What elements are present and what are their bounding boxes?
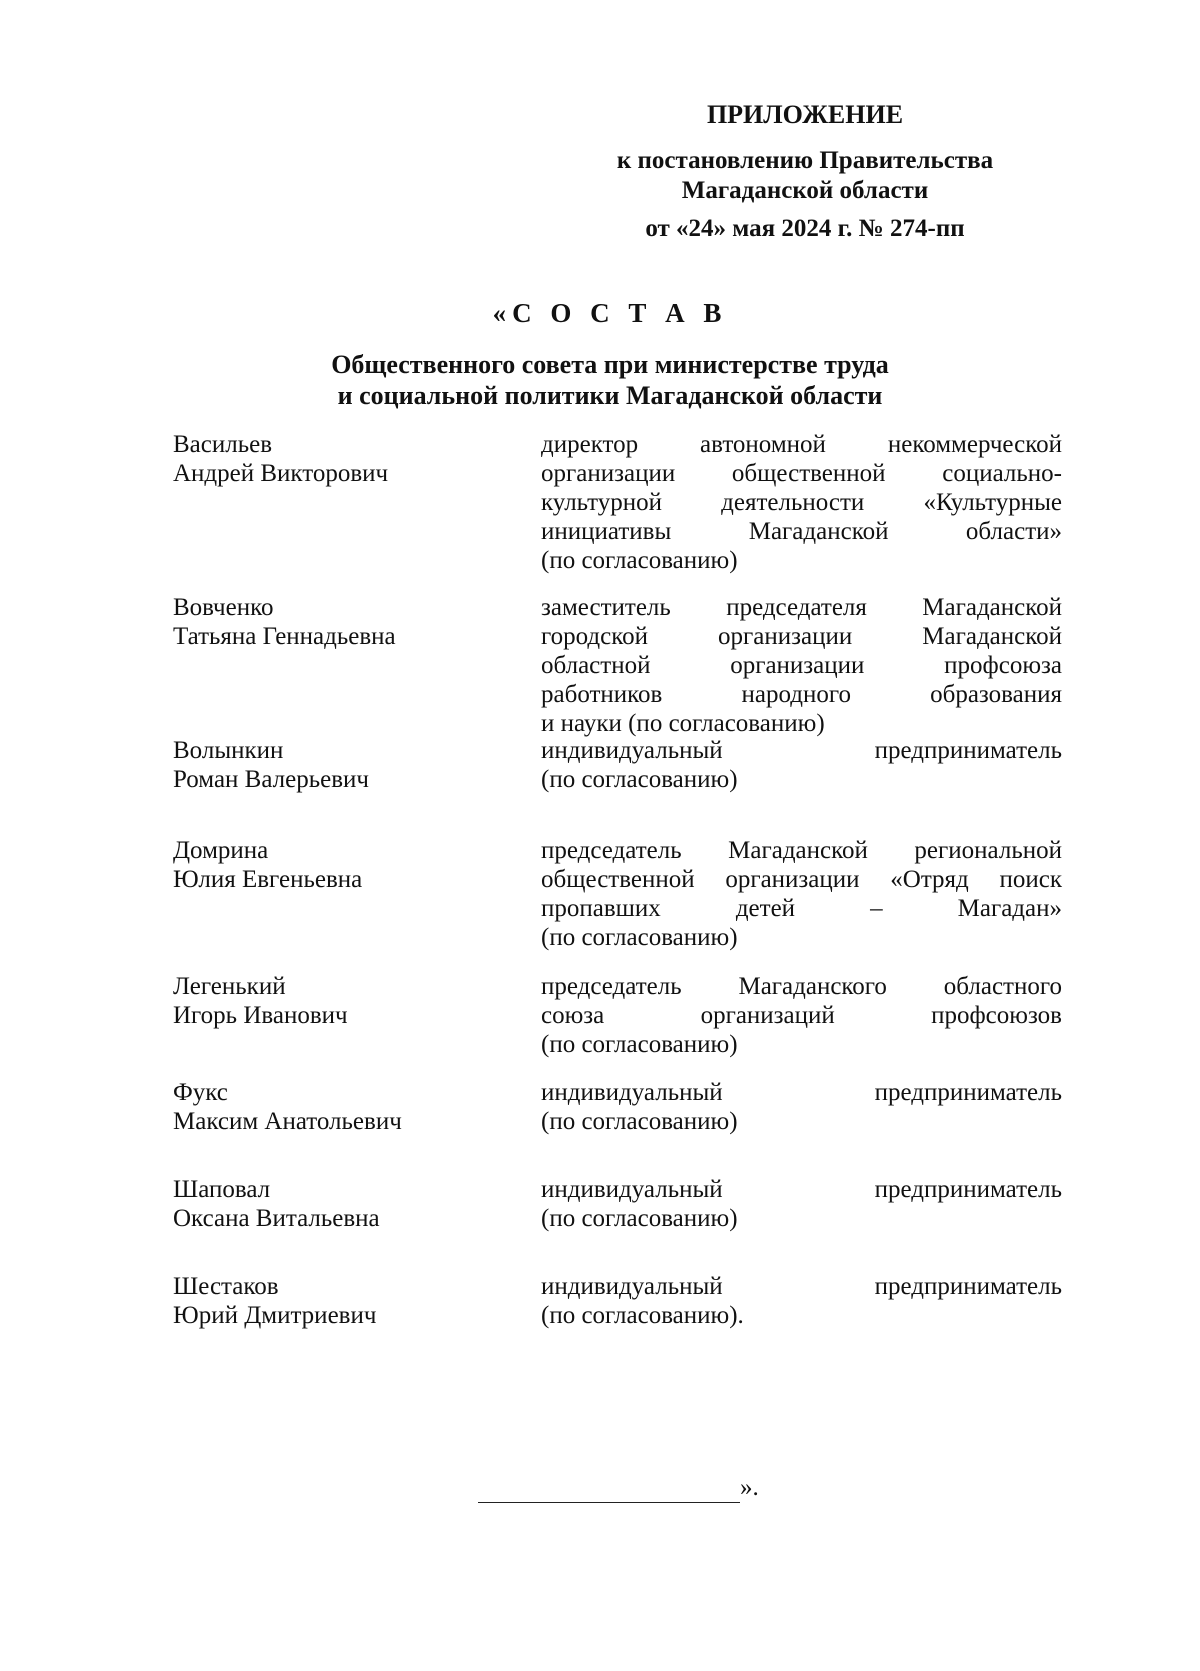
member-given-names: Оксана Витальевна — [173, 1205, 380, 1232]
member-given-names: Татьяна Геннадьевна — [173, 623, 396, 650]
member-role — [541, 972, 1062, 1059]
member-role-line: индивидуальный предприниматель — [541, 1176, 1062, 1203]
document-subtitle-1: Общественного совета при министерстве труда — [331, 350, 889, 379]
member-given-names: Роман Валерьевич — [173, 766, 369, 793]
closing-rule — [478, 1476, 740, 1503]
member-role — [541, 736, 1062, 794]
member-role-line: индивидуальный предприниматель — [541, 1273, 1062, 1300]
member-name — [173, 836, 503, 894]
member-role-line: культурной деятельности «Культурные — [541, 489, 1062, 516]
member-surname: Фукс — [173, 1079, 228, 1106]
member-name — [173, 1078, 503, 1136]
appendix-line-1: к постановлению Правительства — [616, 147, 994, 174]
member-role-line: индивидуальный предприниматель — [541, 737, 1062, 764]
member-role — [541, 593, 1062, 738]
member-name — [173, 972, 503, 1030]
member-given-names: Юрий Дмитриевич — [173, 1302, 377, 1329]
member-name — [173, 1175, 503, 1233]
member-given-names: Максим Анатольевич — [173, 1108, 402, 1135]
document-subtitle-2: и социальной политики Магаданской области — [337, 381, 883, 410]
member-role — [541, 430, 1062, 575]
member-given-names: Игорь Иванович — [173, 1002, 348, 1029]
member-name — [173, 736, 503, 794]
member-role-line: общественной организации «Отряд поиск — [541, 866, 1062, 893]
member-role-line: (по согласованию) — [541, 1205, 738, 1232]
member-name — [173, 1272, 503, 1330]
member-role-line: организации общественной социально- — [541, 460, 1062, 487]
member-surname: Вовченко — [173, 594, 274, 621]
member-role-line: инициативы Магаданской области» — [541, 518, 1062, 545]
member-surname: Волынкин — [173, 737, 284, 764]
member-surname: Васильев — [173, 431, 273, 458]
document-title: «С О С Т А В — [492, 298, 728, 328]
member-role-line: городской организации Магаданской — [541, 623, 1062, 650]
member-role-line: индивидуальный предприниматель — [541, 1079, 1062, 1106]
member-role-line: пропавших детей – Магадан» — [541, 895, 1062, 922]
member-role-line: работников народного образования — [541, 681, 1062, 708]
member-name — [173, 430, 503, 488]
member-surname: Шаповал — [173, 1176, 271, 1203]
member-role — [541, 1078, 1062, 1136]
member-role-line: (по согласованию) — [541, 1108, 738, 1135]
member-surname: Шестаков — [173, 1273, 279, 1300]
member-role-line: областной организации профсоюза — [541, 652, 1062, 679]
member-role-line: союза организаций профсоюзов — [541, 1002, 1062, 1029]
member-role-line: председатель Магаданского областного — [541, 973, 1062, 1000]
member-surname: Домрина — [173, 837, 269, 864]
member-role-line: директор автономной некоммерческой — [541, 431, 1062, 458]
member-role-line: (по согласованию) — [541, 924, 738, 951]
member-role-line: и науки (по согласованию) — [541, 710, 825, 737]
closing-mark: ». — [740, 1474, 759, 1501]
member-role-line: (по согласованию). — [541, 1302, 744, 1329]
appendix-date: от «24» мая 2024 г. № 274-пп — [645, 215, 965, 242]
closing-line — [478, 1473, 759, 1503]
appendix-heading: ПРИЛОЖЕНИЕ — [706, 100, 904, 129]
member-role-line: (по согласованию) — [541, 766, 738, 793]
member-given-names: Юлия Евгеньевна — [173, 866, 363, 893]
member-role-line: (по согласованию) — [541, 547, 738, 574]
member-role — [541, 836, 1062, 952]
member-given-names: Андрей Викторович — [173, 460, 389, 487]
appendix-header — [545, 100, 1065, 244]
member-role-line: (по согласованию) — [541, 1031, 738, 1058]
member-surname: Легенький — [173, 973, 286, 1000]
member-role — [541, 1175, 1062, 1233]
member-role-line: председатель Магаданской региональной — [541, 837, 1062, 864]
member-role — [541, 1272, 1062, 1330]
member-role-line: заместитель председателя Магаданской — [541, 594, 1062, 621]
document-title-block — [230, 298, 990, 411]
member-name — [173, 593, 503, 651]
appendix-line-2: Магаданской области — [681, 177, 929, 204]
